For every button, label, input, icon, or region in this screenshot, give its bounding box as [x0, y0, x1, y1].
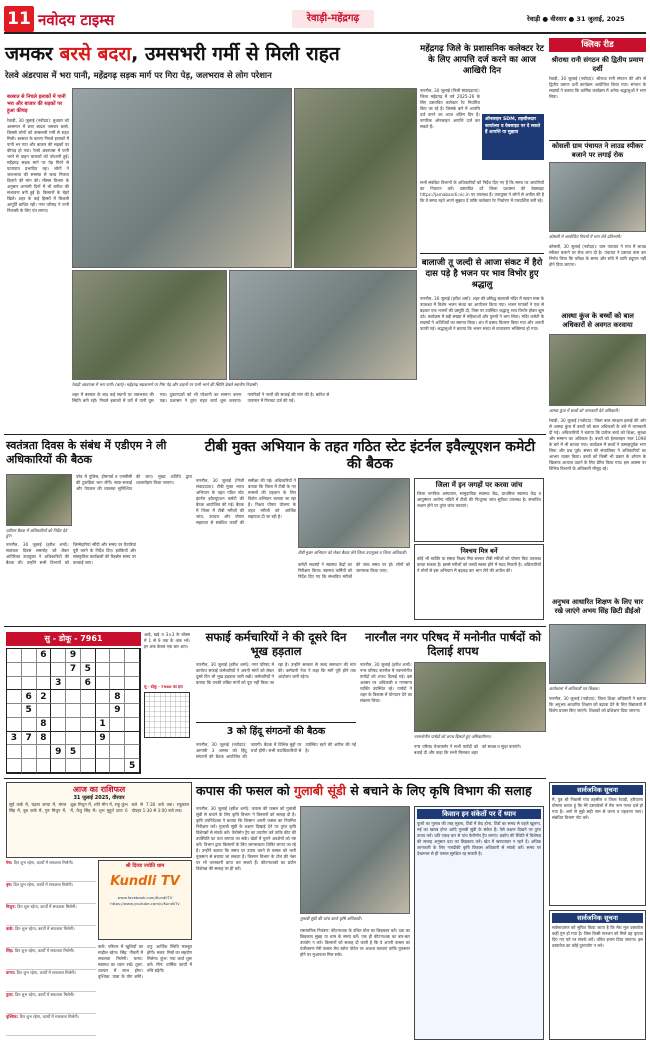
rashifal-sign: वृष: दिन शुभ रहेगा, कार्यों में सफलता मिलेगी। — [6, 882, 96, 904]
narnaul-body-1: नारनौल, 30 जुलाई (हरीश शर्मा): नगर परिषद नारनौल में नवमनोनीत पार्षदों को शपथ दिलाई गई। इस अवसर पर अधिकारी व गणमान्य व्यक्ति उपस्थित रहे। पार्षदों ने शहर के विकास में योगदान देने का संकल्प लिया। — [360, 662, 412, 703]
sudoku-cell: 9 — [51, 745, 66, 759]
lead-headline-highlight: बरसे बदरा — [59, 43, 132, 65]
sudoku-cell — [96, 704, 111, 718]
sudoku-cell — [7, 649, 22, 663]
sudoku-cell — [110, 759, 125, 773]
collector-rate-body: नारनौल, 30 जुलाई (निजी संवाददाता): जिला महेंद्रगढ़ में वर्ष 2025-26 के लिए प्रस्तावित कलेक्टर रेट निर्धारित किए जा रहे हैं। जिसके बारे में आपत्ति दर्ज करने का आज अंतिम दिन है। नागरिक ऑनलाइन आपत्ति दर्ज कर सकते हैं। — [420, 88, 480, 129]
sudoku-cell: 5 — [66, 745, 81, 759]
rashifal-panchang: सूर्य कर्क में, चंद्रमा कन्या में, मंगल सिंह में, बुध कर्क में, गुरु मिथुन में, शुक्र मिथुन में, शनि मीन में, राहु कुंभ में, केतु सिंह में। शुभ मुहूर्त प्रातः 6 बजे से 7:30 बजे तक। राहुकाल दोपहर 1:30 से 3:00 बजे तक। — [9, 802, 189, 813]
header-rule — [4, 32, 646, 34]
sudoku-cell: 2 — [37, 690, 52, 704]
adm-body: नारनौल, 30 जुलाई (हरीश शर्मा): स्वतंत्रता दिवस समारोह को लेकर अतिरिक्त उपायुक्त ने अधिकारियों की बैठक ली। उन्होंने सभी विभागों को जिम्मेदारियां सौंपी और समय पर तैयारियां पूरी करने के निर्देश दिए। झांकियों और सांस्कृतिक कार्यक्रमों की रिहर्सल समय पर करवाई जाए। — [6, 542, 136, 565]
sudoku-cell — [66, 704, 81, 718]
sudoku-answer-label: सु - डोकू - 7960 का हल — [144, 684, 183, 689]
kundli-link-yt[interactable]: https://www.youtube.com/c/KundliTv — [110, 900, 180, 906]
sudoku-cell — [66, 759, 81, 773]
sudoku-cell — [7, 704, 22, 718]
sudoku-cell — [66, 718, 81, 732]
region-banner: रेवाड़ी-महेंद्रगढ़ — [292, 10, 374, 28]
narnaul-headline: नारनौल नगर परिषद में मनोनीत पार्षदों को दिलाई शपथ — [365, 630, 541, 658]
rashifal-sign-name: कन्या: — [6, 970, 17, 975]
lead-subhead: रेलवे अंडरपास में भरा पानी, महेंद्रगढ़ सड़क मार्ग पर गिरा पेड़, जलभराव से लोग परेशान — [5, 70, 272, 80]
kick-read-cap3: कार्यशाला में अधिकारी एवं शिक्षक। — [549, 686, 600, 691]
lead-body-cols: शहर में बरसात के बाद कई स्थानों पर जलभराव की स्थिति बनी रही। निचले इलाकों में घरों में पानी घुस गया। दुकानदारों को भी परेशानी का सामना करना पड़ा। प्रशासन ने तुरंत राहत कार्य शुरू करवाए। नागरिकों ने नालों की सफाई की मांग की है। बारिश से तापमान में गिरावट दर्ज की गई। — [72, 392, 330, 403]
sudoku-cell — [51, 759, 66, 773]
sudoku-cell — [125, 745, 140, 759]
kapas-body-2: रासायनिक नियंत्रण: कीटनाशक के उचित घोल का छिड़काव करें। दवा का छिड़काव सुबह या शाम के समय करें। एक ही कीटनाशक का बार-बार उपयोग न करें। किसानों को सलाह दी जाती है कि वे अपनी फसल का पंजीकरण मेरी फसल मेरा ब्योरा पोर्टल पर अवश्य करवाएं ताकि नुकसान होने पर मुआवजा मिल सके। — [300, 928, 410, 957]
tb-photo — [298, 478, 410, 548]
rashifal-sign: मेष: दिन शुभ रहेगा, कार्यों में सफलता मिलेगी। — [6, 860, 96, 882]
rashifal-sign-name: सिंह: — [6, 948, 15, 953]
collector-rate-headline: महेंद्रगढ़ जिले के प्रशासनिक कलेक्टर रेट के लिए आपत्ति दर्ज करने का आज आखिरी दिन — [420, 44, 544, 76]
sudoku-cell — [96, 677, 111, 691]
rashifal-box — [6, 782, 192, 858]
kapas-headline-post: से बचाने के लिए कृषि विभाग की सलाह — [350, 783, 532, 798]
sudoku-cell — [110, 649, 125, 663]
sudoku-cell — [22, 759, 37, 773]
rashifal-sign: कर्क: दिन शुभ रहेगा, कार्यों में सफलता मिलेगी। — [6, 926, 96, 948]
sudoku-cell — [22, 677, 37, 691]
kick-read-h1: श्रीराधा रानी संगठन की द्वितीय प्रमाण दर्शी — [551, 56, 644, 73]
rashifal-sign-name: तुला: — [6, 992, 16, 997]
kick-read-cap2: आस्था कुंज में बच्चों को जानकारी देते अधिकारी। — [549, 408, 620, 413]
divider-row3 — [4, 626, 546, 627]
sudoku-cell — [22, 745, 37, 759]
sudoku-cell — [125, 663, 140, 677]
sudoku-cell — [96, 663, 111, 677]
sudoku-cell — [81, 704, 96, 718]
kick-read-body1: रेवाड़ी, 30 जुलाई (नवोदय): श्रीराधा रानी संगठन की ओर से द्वितीय प्रमाण दर्शी कार्यक्रम आयोजित किया गया। संगठन के सदस्यों ने बताया कि धार्मिक कार्यक्रम में अनेक श्रद्धालुओं ने भाग लिया। — [549, 76, 646, 99]
sudoku-cell: 3 — [7, 732, 22, 746]
sudoku-cell — [37, 663, 52, 677]
sudoku-cell — [81, 759, 96, 773]
adm-photo — [6, 474, 72, 526]
rashifal-sign: तुला: दिन शुभ रहेगा, कार्यों में सफलता मिलेगी। — [6, 992, 96, 1014]
sudoku-cell — [110, 718, 125, 732]
narnaul-photo — [414, 662, 546, 732]
kundli-brand: Kundli TV — [110, 874, 180, 889]
sudoku-cell — [7, 677, 22, 691]
sudoku-cell — [66, 677, 81, 691]
kick-read-body4: नारनौल, 30 जुलाई (नवोदय): जिला शिक्षा अधिकारी ने बताया कि अनुभव आधारित शिक्षण को बढ़ावा देने के लिए विद्यालयों में विशेष प्रयास किए जाएंगे। शिक्षकों को प्रशिक्षण दिया जाएगा। — [549, 696, 646, 713]
sudoku-cell: 9 — [110, 704, 125, 718]
sudoku-cell — [125, 690, 140, 704]
kapas-headline-pre: कपास की फसल को — [196, 783, 290, 798]
sudoku-cell — [66, 732, 81, 746]
lead-body-col1: रेवाड़ी, 30 जुलाई (नवोदय): बुधवार को आसमान में छाए बादल जमकर बरसे, जिससे लोगों को उमसभरी गर्मी से राहत मिली। बरसात के कारण निचले इलाकों में पानी भर गया और बाजार की सड़कों पर कीचड़ हो गया। रेलवे अंडरपास में पानी भरने से वाहन चालकों को परेशानी हुई। महेंद्रगढ़ सड़क मार्ग पर पेड़ गिरने से यातायात प्रभावित रहा। लोगों ने जलभराव की समस्या से जल्द निजात दिलाने की मांग की। मौसम विभाग के अनुसार आगामी दिनों में भी बारिश की संभावना बनी हुई है। किसानों के चेहरे खिले। शहर के कई हिस्सों में बिजली आपूर्ति बाधित रही। नगर परिषद ने पानी निकासी के लिए पंप लगाए। — [7, 118, 69, 213]
sudoku-cell — [51, 718, 66, 732]
sudoku-cell — [125, 704, 140, 718]
sudoku-cell — [81, 745, 96, 759]
sudoku-cell — [96, 745, 111, 759]
lead-photo-1 — [72, 88, 292, 268]
lead-headline-post: , उमसभरी गर्मी से मिली राहत — [131, 43, 340, 65]
sudoku-cell — [125, 677, 140, 691]
notice-2-body: सर्वसाधारण को सूचित किया जाता है कि मेरा मूल दस्तावेज कहीं गुम हो गया है। जिस किसी सज्जन को मिले वह कृपया दिए गए पते पर संपर्क करें। उचित इनाम दिया जाएगा। इस दस्तावेज का कोई दुरुपयोग न करे। — [552, 925, 643, 948]
sudoku-cell — [81, 649, 96, 663]
dateline: रेवाड़ी ● वीरवार ● 31 जुलाई, 2025 — [527, 15, 625, 23]
sudoku-cell — [110, 745, 125, 759]
sudoku-cell: 5 — [81, 663, 96, 677]
sudoku-cell: 8 — [37, 732, 52, 746]
sudoku-cell — [7, 759, 22, 773]
kick-read-h3: आस्था कुंज के बच्चों को बाल अधिकारों से अवगत करवाया — [561, 312, 634, 329]
narnaul-caption: नवमनोनीत पार्षदों को शपथ दिलाते हुए अधिकारीगण। — [414, 734, 492, 739]
divider-1 — [420, 253, 544, 254]
kick-read-cap1: कोसली में आयोजित नियमों में भाग लेते प्रतिभागी। — [549, 234, 622, 239]
rashifal-sign: कन्या: दिन शुभ रहेगा, कार्यों में सफलता मिलेगी। — [6, 970, 96, 992]
collector-rate-body-2: सभी संबंधित विभागों के अधिकारियों को निर्देश दिए गए हैं कि समय पर आपत्तियों का निपटान करें। प्रस्तावित दरें जिला प्रशासन की वेबसाइट https://jamabandi.nic.in पर उपलब्ध हैं। उपायुक्त ने लोगों से अपील की है कि वे समय रहते अपने सुझाव दें ताकि कलेक्टर रेट निर्धारण में पारदर्शिता बनी रहे। — [420, 180, 544, 203]
safai-headline: सफाई कर्मचारियों ने की दूसरे दिन भूख हड़ताल — [205, 630, 347, 658]
sudoku-cell — [51, 690, 66, 704]
sudoku-cell: 5 — [125, 759, 140, 773]
kapas-photo — [300, 806, 410, 914]
sudoku-answer-grid — [144, 692, 190, 738]
rashifal-sign: मिथुन: दिन शुभ रहेगा, कार्यों में सफलता मिलेगी। — [6, 904, 96, 926]
notice-2 — [549, 910, 646, 1040]
astha-photo — [549, 334, 646, 406]
rashifal-sign-name: वृश्चिक: — [6, 1014, 20, 1019]
narnaul-body-2: नगर परिषद चेयरपर्सन ने सभी पार्षदों को बधाई दी और कहा कि सभी मिलकर शहर को स्वच्छ व सुंदर बनाएंगे। — [414, 744, 522, 755]
kick-read-body3: रेवाड़ी, 30 जुलाई (नवोदय): जिला बाल संरक्षण इकाई की ओर से आस्था कुंज में बच्चों को बाल अधिकारों के बारे में जानकारी दी गई। अधिकारियों ने बताया कि प्रत्येक बच्चे को शिक्षा, सुरक्षा और सम्मान का अधिकार है। बच्चों को हेल्पलाइन नंबर 1098 के बारे में भी बताया गया। कार्यक्रम में बच्चों ने उत्साहपूर्वक भाग लिया और प्रश्न पूछे। संस्था की संचालिका ने अधिकारियों का आभार व्यक्त किया। बच्चों को किसी भी प्रकार के शोषण के खिलाफ आवाज उठाने के लिए प्रेरित किया गया। इस अवसर पर विभिन्न विभागों के अधिकारी मौजूद रहे। — [549, 418, 646, 471]
sudoku-cell — [7, 690, 22, 704]
collector-rate-subbox: ऑनलाइन SDM, तहसीलदार कार्यालय व वेबसाइट पर दे सकते हैं आपत्ति या सुझाव — [482, 114, 544, 160]
sudoku-cell — [7, 718, 22, 732]
rashifal-more: कर्क: परिवार में खुशियों का माहौल रहेगा। सिंह: नौकरी में सफलता मिलेगी। कन्या: स्वास्थ्य का ध्यान रखें। तुला: व्यापार में लाभ होगा। वृश्चिक: यात्रा के योग बनेंगे। धनु: आर्थिक स्थिति मजबूत होगी। मकर: मित्रों का सहयोग मिलेगा। कुंभ: नया कार्य शुरू करें। मीन: धार्मिक कार्यों में रुचि बढ़ेगी। — [98, 944, 192, 979]
lead-caption: रेवाड़ी अंडरपास में भरा पानी। (बाएं)। महेंद्रगढ़ सड़कमार्ग पर गिरा पेड़ और वाहनों पर पानी भरने की स्थिति देखते स्थानीय निवासी। — [72, 382, 258, 387]
sudoku-cell — [125, 649, 140, 663]
sudoku-cell — [22, 649, 37, 663]
sudoku-cell — [51, 649, 66, 663]
sudoku-grid — [6, 648, 141, 774]
brand-logo: नवोदय टाइम्स — [38, 11, 115, 29]
kapas-body-1: नारनौल, 30 जुलाई (हरीश शर्मा): कपास की फसल को गुलाबी सुंडी से बचाने के लिए कृषि विभाग ने किसानों को सलाह दी है। कृषि उपनिदेशक ने बताया कि किसान अपनी फसल का नियमित निरीक्षण करें। गुलाबी सुंडी के लक्षण दिखाई देने पर तुरंत कृषि विशेषज्ञों से संपर्क करें। फेरोमोन ट्रैप का उपयोग करें ताकि कीट की उपस्थिति का पता लगाया जा सके। खेतों में पुराने अवशेषों को नष्ट करें। विभाग द्वारा किसानों के लिए जागरूकता शिविर लगाए जा रहे हैं। उन्होंने बताया कि समय पर उपाय करने से फसल को भारी नुकसान से बचाया जा सकता है। किसान विभाग के टोल फ्री नंबर पर भी जानकारी प्राप्त कर सकते हैं। कीटनाशकों का प्रयोग विशेषज्ञ की सलाह पर ही करें। — [196, 806, 296, 871]
sudoku-cell — [7, 663, 22, 677]
notice-1 — [549, 782, 646, 906]
rashifal-sign-name: कर्क: — [6, 926, 16, 931]
deo-photo — [549, 624, 646, 684]
sudoku-cell — [110, 663, 125, 677]
sudoku-title: सु - डोकू - 7961 — [6, 632, 141, 646]
lead-photo-2 — [72, 270, 227, 380]
kapas-headline-highlight: गुलाबी सूंडी — [294, 783, 346, 798]
tb-box — [414, 478, 544, 542]
rashifal-title: आज का राशिफल — [72, 785, 126, 794]
kick-read-body2: कोसली, 30 जुलाई (नवोदय): ग्राम पंचायत ने गांव में लाउड स्पीकर बजाने पर रोक लगा दी है। पंचायत ने प्रस्ताव पास कर निर्णय लिया कि परीक्षा के समय और रात्रि में ध्वनि प्रदूषण नहीं होने दिया जाएगा। — [549, 244, 646, 267]
sudoku-cell: 5 — [22, 704, 37, 718]
notice-2-title: सार्वजनिक सूचना — [552, 913, 643, 923]
kosli-photo — [549, 162, 646, 232]
divider-2 — [549, 140, 646, 141]
kick-read-h2: कोसली ग्राम पंचायत ने लाउड स्पीकर बजाने पर लगाई रोक — [552, 142, 643, 159]
kick-read-h4: अनुभव आधारित शिक्षण के लिए चार रखे जाएंगे अभय सिंह छिटी डीईओ — [551, 598, 644, 615]
tb-box-2 — [414, 544, 544, 620]
lead-headline-pre: जमकर — [5, 43, 53, 65]
sudoku-cell — [51, 732, 66, 746]
sudoku-cell: 3 — [51, 677, 66, 691]
kundli-ad — [98, 860, 192, 940]
sudoku-cell — [81, 718, 96, 732]
balaji-headline: बालाजी तू जल्दी से आजा संकट में हैरो दास पड़े है भजन पर भाव विभोर हुए श्रद्धालु — [421, 258, 543, 290]
lead-headline — [5, 44, 415, 65]
sudoku-cell — [125, 732, 140, 746]
masthead — [0, 0, 650, 38]
sudoku-cell: 8 — [37, 718, 52, 732]
sudoku-cell: 7 — [66, 663, 81, 677]
sudoku-cell — [125, 718, 140, 732]
lead-photo-4 — [294, 88, 417, 268]
sudoku-cell — [110, 677, 125, 691]
sudoku-cell — [96, 690, 111, 704]
divider-4 — [196, 722, 356, 723]
sudoku-cell — [51, 663, 66, 677]
sudoku-cell: 6 — [37, 649, 52, 663]
sudoku-cell — [81, 732, 96, 746]
lead-photo-3 — [229, 270, 417, 380]
hindu-body: नारनौल, 30 जुलाई (नवोदय): आगामी 3 अगस्त को हिंदू संगठनों की बैठक आयोजित की जाएगी। बैठक में विभिन्न मुद्दों पर चर्चा होगी। सभी पदाधिकारियों से उपस्थित रहने की अपील की गई है। — [196, 742, 356, 759]
adm-headline: स्वतंत्रता दिवस के संबंध में एडीएम ने ली अधिकारियों की बैठक — [6, 439, 167, 466]
lead-bullet: बरसात से निचले इलाकों में पानी भरा और बाजार की सड़कों पर हुआ कीचड़ — [7, 94, 66, 114]
kapas-box — [414, 806, 544, 1040]
tb-box-body: जिला नागरिक अस्पताल, सामुदायिक स्वास्थ्य केंद्र, प्राथमिक स्वास्थ्य केंद्र व आयुष्मान आरोग्य मंदिरों में टीबी की निःशुल्क जांच सुविधा उपलब्ध है। संभावित लक्षण होने पर तुरंत जांच करवाएं। — [417, 491, 541, 508]
rashifal-sign: सिंह: दिन शुभ रहेगा, कार्यों में सफलता मिलेगी। — [6, 948, 96, 970]
notice-1-body: मैं, पुत्र श्री निवासी गांव तहसील व जिला रेवाड़ी, हरियाणा घोषणा करता हूं कि मेरे दस्तावेजों में मेरा नाम गलत दर्ज हो गया है। आगे से मुझे सही नाम से जाना व पहचाना जाए। संबंधित विभाग नोट करें। — [552, 797, 643, 820]
hindu-headline: 3 को हिंदू संगठनों की बैठक — [226, 726, 326, 737]
sudoku-cell: 1 — [96, 718, 111, 732]
sudoku-cell: 6 — [22, 690, 37, 704]
sudoku-cell: 9 — [66, 649, 81, 663]
tb-box2-title: निश्चय मित्र बनें — [460, 547, 498, 555]
kundli-title: श्री दिव्या ज्योति धाम — [125, 863, 165, 869]
sudoku-cell — [96, 759, 111, 773]
tb-headline: टीबी मुक्त अभियान के तहत गठित स्टेट इंटर्नल इवैल्यूएशन कमेटी की बैठक — [204, 439, 536, 472]
rashifal-sign: वृश्चिक: दिन शुभ रहेगा, कार्यों में सफलता मिलेगी। — [6, 1014, 96, 1036]
rashifal-date: 31 जुलाई 2025, वीरवार — [73, 795, 125, 801]
tb-box2-body: कोई भी व्यक्ति या संस्था निक्षय मित्र बनकर टीबी मरीजों को पोषण किट उपलब्ध करवा सकता है। इससे मरीजों को जल्दी स्वस्थ होने में मदद मिलती है। अधिकारियों ने लोगों से इस अभियान में बढ़चढ़ कर भाग लेने की अपील की। — [417, 556, 541, 573]
sudoku-cell — [22, 718, 37, 732]
adm-body-2: परेड में पुलिस, होमगार्ड व एनसीसी की टुकड़ियां भाग लेंगी। साफ-सफाई और पेयजल की व्यवस्था सुनिश्चित की जाए। मुख्य अतिथि द्वारा ध्वजारोहण किया जाएगा। — [76, 474, 192, 491]
adm-caption: एडीएम बैठक में अधिकारियों को निर्देश देते हुए। — [6, 528, 67, 538]
kapas-caption: गुलाबी सुंडी की जांच करते कृषि अधिकारी। — [300, 916, 362, 921]
kick-read-label: क्लिक रीड — [549, 38, 646, 52]
tb-body-1: नारनौल, 30 जुलाई (निजी संवाददाता): टीबी मुक्त भारत अभियान के तहत गठित स्टेट इंटर्नल इवैल्यूएशन कमेटी की बैठक आयोजित की गई। बैठक में जिला में टीबी मरीजों की जांच, उपचार और पोषण सहायता से संबंधित कार्यों की समीक्षा की गई। अधिकारियों ने बताया कि जिला में टीबी के नए मामलों की पहचान के लिए विशेष अभियान चलाया जा रहा है। निक्षय पोषण योजना के तहत मरीजों को आर्थिक सहायता दी जा रही है। — [196, 478, 296, 525]
divider-row2 — [4, 434, 546, 435]
safai-body: नारनौल, 30 जुलाई (हरीश शर्मा): नगर परिषद में कार्यरत सफाई कर्मचारियों ने अपनी मांगों को लेकर दूसरे दिन भी भूख हड़ताल जारी रखी। कर्मचारियों ने बताया कि उनकी लंबित मांगों को पूरा नहीं किया जा रहा है। उन्होंने सरकार से जल्द समाधान की मांग की। कर्मचारी नेता ने कहा कि मांगें पूरी होने तक आंदोलन जारी रहेगा। — [196, 662, 356, 685]
tb-body-2: कमेटी सदस्यों ने स्वास्थ्य केंद्रों का निरीक्षण किया। स्वास्थ्य कर्मियों को निर्देश दिए गए कि संभावित मरीजों की जांच समय पर हो। लोगों को जागरूक किया जाए। — [298, 562, 410, 579]
sudoku-cell — [51, 704, 66, 718]
tb-caption: टीबी मुक्त अभियान को लेकर बैठक लेते जिला उपायुक्त व जिला अधिकारी। — [298, 550, 407, 555]
sudoku-cell — [37, 704, 52, 718]
sudoku-cell — [96, 649, 111, 663]
rashifal-sign-name: मेष: — [6, 860, 14, 865]
rashifal-signs — [6, 860, 96, 1040]
page-number: 11 — [4, 6, 34, 32]
sudoku-cell — [22, 663, 37, 677]
sudoku-cell — [37, 759, 52, 773]
kapas-box-body: फूलों का गुलाब की तरह मुड़ना, टिंडों में छेद होना, टिंडों का समय से पहले खुलना, रुई का खराब होना आदि गुलाबी सुंडी के संकेत हैं। ऐसे लक्षण दिखने पर तुरंत उपाय करें। प्रति एकड़ चार से पांच फेरोमोन ट्रैप लगाएं। प्रकोप की स्थिति में विशेषज्ञ की सलाह अनुसार दवा का छिड़काव करें। खेत में खरपतवार न रहने दें। अधिक जानकारी के लिए नजदीकी कृषि विकास अधिकारी से संपर्क करें। समय पर देखभाल से ही फसल सुरक्षित रह सकती है। — [417, 821, 541, 856]
rashifal-sign-name: मिथुन: — [6, 904, 18, 909]
balaji-body: नारनौल, 30 जुलाई (हरीश शर्मा): शहर की प्रसिद्ध बालाजी मंदिर में सावन मास के उपलक्ष्य में विशेष भजन संध्या का आयोजन किया गया। भजन गायकों ने एक से बढ़कर एक भजनों की प्रस्तुति दी, जिस पर उपस्थित श्रद्धालु भाव विभोर होकर झूम उठे। कार्यक्रम में बड़ी संख्या में महिलाओं और पुरुषों ने भाग लिया। मंदिर कमेटी के सदस्यों ने अतिथियों का स्वागत किया। अंत में प्रसाद वितरण किया गया और आरती उतारी गई। श्रद्धालुओं ने बताया कि भजन संध्या से वातावरण भक्तिमय हो गया। — [420, 296, 544, 331]
sudoku-rules: आड़े, खड़े व 3×3 के बॉक्स में 1 से 9 तक के अंक भरें। हर अंक केवल एक बार आए। — [144, 632, 190, 649]
sudoku-cell: 9 — [96, 732, 111, 746]
sudoku-cell — [7, 745, 22, 759]
rashifal-sign-name: वृष: — [6, 882, 14, 887]
sudoku-cell — [37, 677, 52, 691]
sudoku-cell — [110, 732, 125, 746]
sudoku-cell — [37, 745, 52, 759]
sudoku-cell — [81, 690, 96, 704]
tb-box-title: जिला में इन जगहों पर करवा जांच — [435, 481, 523, 489]
sudoku-cell: 8 — [110, 690, 125, 704]
sudoku-cell: 6 — [81, 677, 96, 691]
notice-1-title: सार्वजनिक सूचना — [552, 785, 643, 795]
sudoku-cell: 7 — [22, 732, 37, 746]
sudoku-cell — [66, 690, 81, 704]
kundli-link-fb[interactable]: www.facebook.com/KundliTV — [117, 895, 173, 900]
kapas-box-title: किसान इन संकेतों पर दें ध्यान — [417, 809, 541, 819]
divider-row4 — [4, 778, 546, 779]
